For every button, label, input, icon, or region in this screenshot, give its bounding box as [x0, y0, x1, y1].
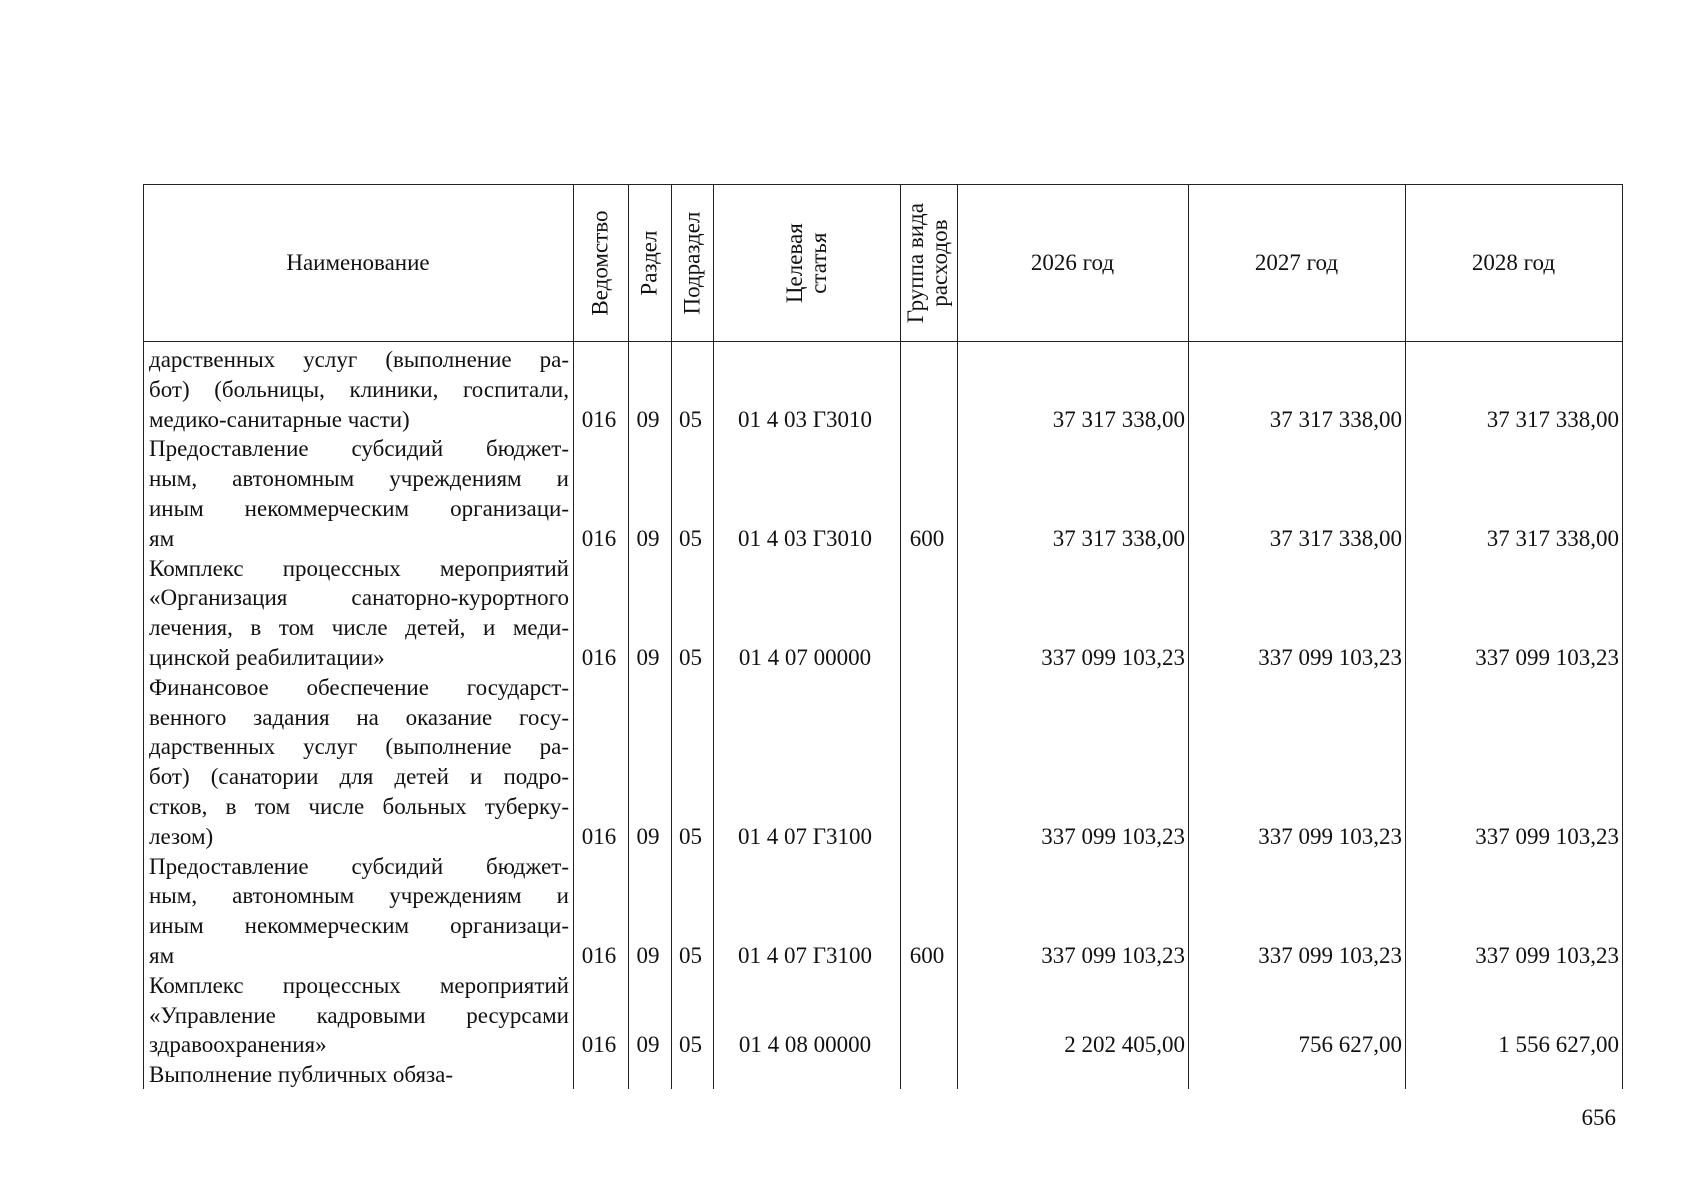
cell-y2028: 337 099 103,23 — [1475, 943, 1619, 968]
header-target-line: Целевая — [781, 223, 807, 303]
cell-y2026: 337 099 103,23 — [1041, 943, 1185, 968]
budget-table — [143, 184, 1623, 1089]
cell-subsection: 05 — [679, 943, 702, 968]
header-2026 — [957, 185, 1188, 341]
row-name — [149, 971, 569, 1060]
row-name-line: «Организация санаторно-курортного — [149, 585, 569, 611]
cell-y2028: 1 556 627,00 — [1498, 1032, 1619, 1058]
row-name-line: Комплекс процессных мероприятий — [149, 972, 569, 998]
cell-subsection: 05 — [679, 525, 702, 551]
row-name-line: Предоставление субсидий бюджет- — [149, 436, 569, 462]
cell-dept: 016 — [581, 823, 617, 849]
cell-target: 01 4 07 Г3100 — [737, 943, 873, 968]
header-2028-label: 2028 год — [1471, 250, 1556, 275]
row-name-line: Выполнение публичных обяза- — [149, 1062, 454, 1088]
row-name-line: лезом) — [149, 823, 214, 849]
row-name-line: иным некоммерческим организаци- — [149, 913, 569, 939]
page-number: 656 — [1581, 1105, 1616, 1130]
row-name-line: венного задания на оказание госу- — [149, 704, 569, 730]
header-expense-line: расходов — [927, 219, 953, 307]
header-2027 — [1188, 185, 1405, 341]
cell-y2027: 37 317 338,00 — [1269, 525, 1402, 551]
cell-dept: 016 — [581, 645, 617, 670]
row-name-line: иным некоммерческим организаци- — [149, 495, 569, 521]
row-name-line: «Управление кадровыми ресурсами — [149, 1002, 569, 1028]
cell-section: 09 — [636, 525, 660, 551]
header-name — [143, 185, 573, 341]
row-name-line: ным, автономным учреждениям и — [149, 883, 569, 909]
row-name — [149, 434, 569, 553]
cell-y2028: 37 317 338,00 — [1486, 525, 1619, 551]
cell-dept: 016 — [581, 525, 617, 551]
header-name-label: Наименование — [286, 250, 430, 275]
header-divider — [143, 341, 1623, 342]
cell-dept: 016 — [581, 1032, 617, 1058]
cell-y2028: 337 099 103,23 — [1475, 823, 1619, 849]
row-name-line: медико-санитарные части) — [149, 406, 410, 432]
cell-dept: 016 — [581, 406, 617, 432]
cell-y2027: 756 627,00 — [1298, 1032, 1402, 1058]
row-name-line: ям — [149, 942, 175, 968]
row-name-line: бот) (санатории для детей и подро- — [149, 764, 569, 790]
row-name-line: ям — [149, 525, 175, 551]
cell-target: 01 4 08 00000 — [738, 1032, 872, 1058]
header-subsection — [671, 185, 713, 341]
row-name — [149, 554, 569, 673]
cell-y2027: 37 317 338,00 — [1269, 406, 1402, 432]
cell-section: 09 — [636, 1032, 660, 1058]
header-expense-line: Группа вида — [903, 202, 929, 324]
header-expense — [900, 185, 957, 341]
cell-section: 09 — [636, 406, 660, 432]
row-name — [149, 673, 569, 852]
row-name-line: дарственных услуг (выполнение ра- — [149, 734, 569, 760]
cell-target: 01 4 03 Г3010 — [737, 406, 873, 432]
cell-y2027: 337 099 103,23 — [1258, 645, 1402, 670]
header-section-label: Раздел — [636, 230, 662, 296]
cell-expense: 600 — [909, 943, 945, 968]
cell-y2026: 337 099 103,23 — [1041, 823, 1185, 849]
header-dept — [573, 185, 628, 341]
cell-dept: 016 — [581, 943, 617, 968]
row-name-line: дарственных услуг (выполнение ра- — [149, 347, 569, 372]
row-name — [149, 345, 569, 434]
cell-section: 09 — [636, 823, 660, 849]
cell-section: 09 — [636, 645, 660, 670]
header-subsection-label: Подраздел — [678, 211, 704, 315]
cell-target: 01 4 07 00000 — [738, 645, 872, 670]
row-name — [149, 1060, 569, 1090]
header-dept-label: Ведомство — [587, 210, 613, 316]
header-target-label — [782, 223, 830, 303]
cell-subsection: 05 — [679, 823, 702, 849]
cell-subsection: 05 — [679, 645, 702, 670]
row-name-line: Финансовое обеспечение государст- — [149, 674, 569, 700]
cell-subsection: 05 — [679, 1032, 702, 1058]
row-name-line: здравоохранения» — [149, 1032, 327, 1058]
row-name-line: Предоставление субсидий бюджет- — [149, 853, 569, 879]
row-name-line: бот) (больницы, клиники, госпитали, — [149, 376, 569, 402]
cell-y2026: 2 202 405,00 — [1064, 1032, 1185, 1058]
cell-subsection: 05 — [679, 406, 702, 432]
header-target — [713, 185, 900, 341]
header-target-line: статья — [805, 232, 831, 294]
row-name-line: ным, автономным учреждениям и — [149, 466, 569, 492]
header-expense-label — [904, 203, 952, 323]
header-2027-label: 2027 год — [1254, 250, 1339, 275]
row-name-line: Комплекс процессных мероприятий — [149, 555, 569, 581]
row-name — [149, 852, 569, 971]
row-name-line: стков, в том числе больных туберку- — [149, 793, 569, 819]
cell-target: 01 4 07 Г3100 — [737, 823, 873, 849]
cell-section: 09 — [636, 943, 660, 968]
cell-y2027: 337 099 103,23 — [1258, 823, 1402, 849]
cell-target: 01 4 03 Г3010 — [737, 525, 873, 551]
cell-y2026: 337 099 103,23 — [1041, 645, 1185, 670]
cell-y2026: 37 317 338,00 — [1052, 525, 1185, 551]
row-name-line: цинской реабилитации» — [149, 644, 385, 670]
cell-y2027: 337 099 103,23 — [1258, 943, 1402, 968]
cell-expense: 600 — [909, 525, 945, 551]
row-name-line: лечения, в том числе детей, и меди- — [149, 615, 569, 641]
cell-y2026: 37 317 338,00 — [1052, 406, 1185, 432]
column-border — [1622, 185, 1623, 1089]
cell-y2028: 337 099 103,23 — [1475, 645, 1619, 670]
header-2028 — [1405, 185, 1622, 341]
cell-y2028: 37 317 338,00 — [1486, 406, 1619, 432]
header-section — [628, 185, 671, 341]
header-2026-label: 2026 год — [1030, 250, 1115, 275]
